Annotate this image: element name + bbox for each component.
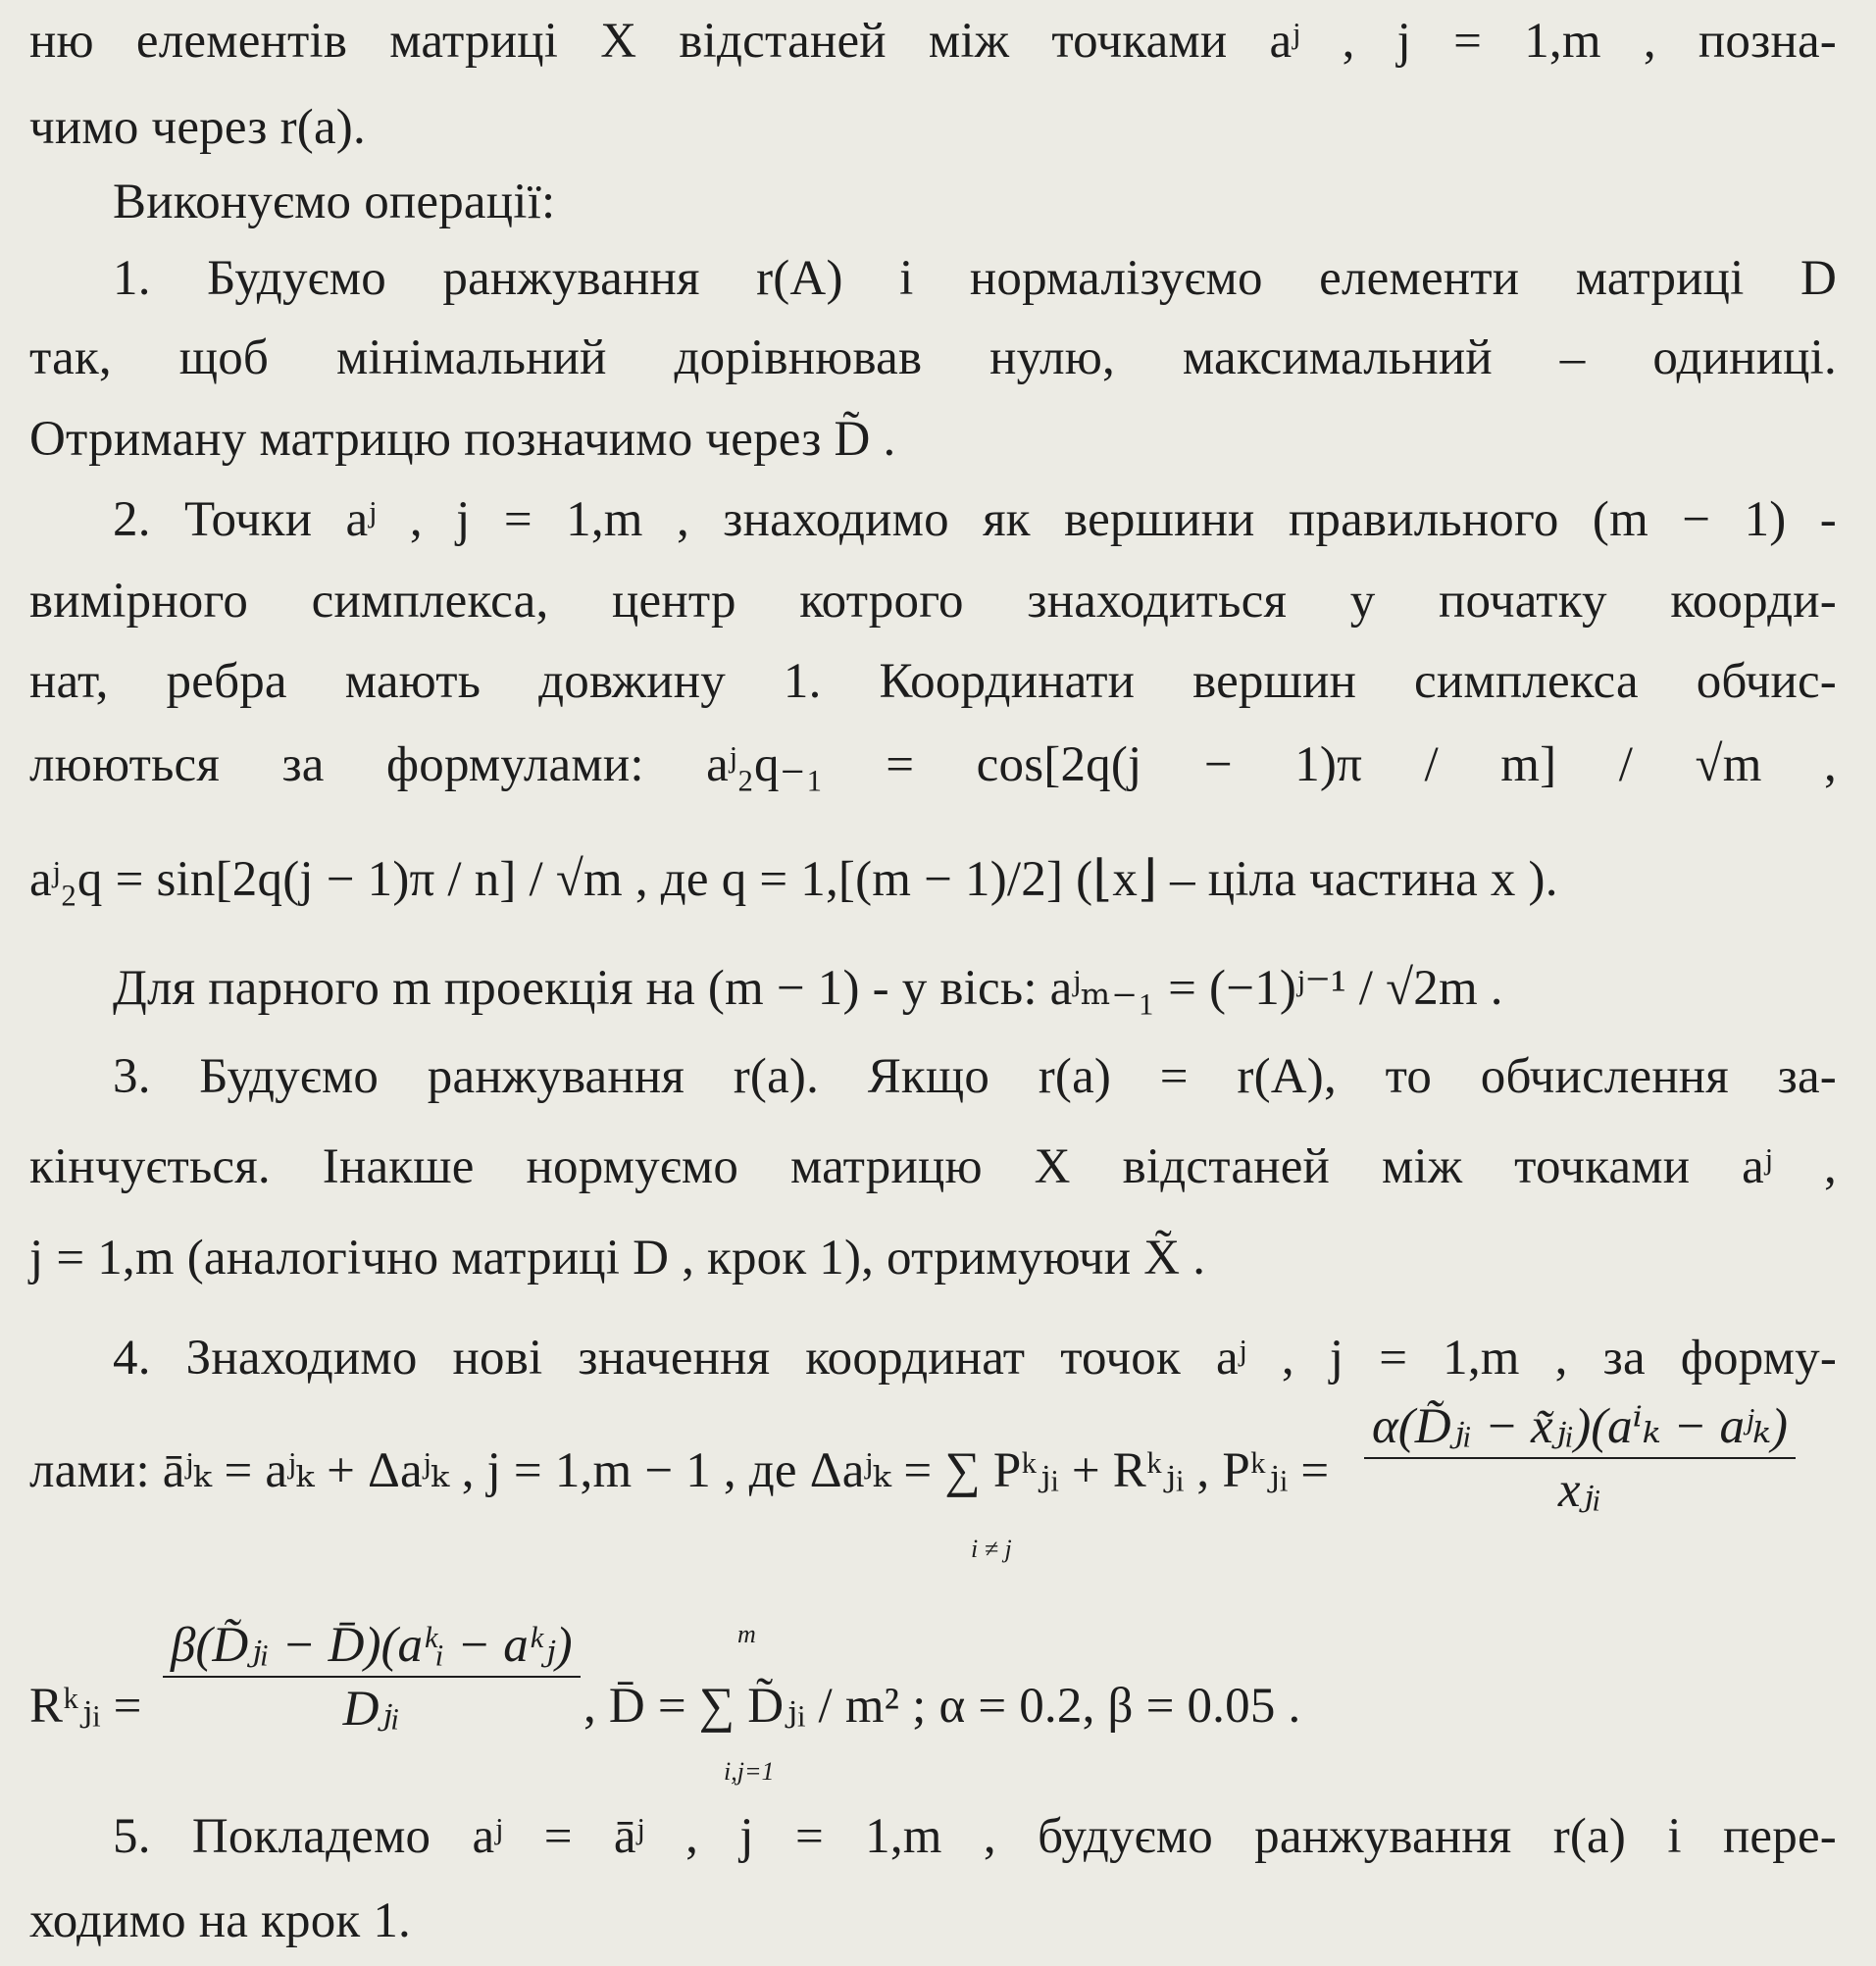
- text-line-15: j = 1,m (аналогічно матриці D , крок 1), отримуючи X̃ .: [29, 1231, 1206, 1285]
- text-line-1: ню елементів матриці X відстаней між точками aʲ , j = 1,m , позна-: [29, 14, 1837, 69]
- text-line-7: 2. Точки aʲ , j = 1,m , знаходимо як вершини правильного (m − 1) -: [113, 492, 1837, 547]
- formula-r-rhs: , D̄ = ∑ D̃ⱼᵢ / m² ; α = 0.2, β = 0.05 .: [583, 1679, 1301, 1734]
- sum-superscript: m: [737, 1620, 756, 1648]
- text-line-17: 5. Покладемо aʲ = āʲ , j = 1,m , будуємо ранжування r(a) і пере-: [113, 1809, 1837, 1864]
- formula-line-1: лами: āʲₖ = aʲₖ + Δaʲₖ , j = 1,m − 1 , де Δaʲₖ = ∑ Pᵏⱼᵢ + Rᵏⱼᵢ , Pᵏⱼᵢ =: [29, 1443, 1330, 1498]
- fraction-p: [1364, 1397, 1796, 1519]
- text-line-18: ходимо на крок 1.: [29, 1893, 411, 1948]
- text-line-13: 3. Будуємо ранжування r(a). Якщо r(a) = r(A), то обчислення за-: [113, 1049, 1837, 1104]
- text-line-9: нат, ребра мають довжину 1. Координати вершин симплекса обчис-: [29, 654, 1837, 709]
- fraction-r-numerator: β(D̃ⱼᵢ − D̄)(aᵏᵢ − aᵏⱼ): [163, 1616, 581, 1678]
- text-line-10: люються за формулами: aʲ₂q₋₁ = cos[2q(j − 1)π / m] / √m ,: [29, 737, 1837, 792]
- text-line-2: чимо через r(a).: [29, 100, 366, 155]
- sum-subscript: i ≠ j: [971, 1535, 1012, 1563]
- text-line-3: Виконуємо операції:: [113, 175, 556, 229]
- text-line-5: так, щоб мінімальний дорівнював нулю, максимальний – одиниці.: [29, 330, 1837, 385]
- text-line-4: 1. Будуємо ранжування r(A) і нормалізуємо елементи матриці D: [113, 251, 1837, 306]
- formula-r-lhs: Rᵏⱼᵢ =: [29, 1679, 142, 1734]
- sum-subscript-2: i,j=1: [724, 1757, 775, 1786]
- text-line-16: 4. Знаходимо нові значення координат точок aʲ , j = 1,m , за форму-: [113, 1331, 1837, 1386]
- fraction-p-denominator: xⱼᵢ: [1557, 1463, 1602, 1518]
- fraction-r: [163, 1616, 581, 1738]
- fraction-r-denominator: Dⱼᵢ: [342, 1682, 400, 1737]
- text-line-8: вимірного симплекса, центр котрого знаходиться у початку коорди-: [29, 574, 1837, 629]
- text-line-6: Отриману матрицю позначимо через D̃ .: [29, 412, 896, 467]
- text-line-14: кінчується. Інакше нормуємо матрицю X відстаней між точками aʲ ,: [29, 1139, 1837, 1194]
- text-line-12: Для парного m проекція на (m − 1) - у вісь: aʲₘ₋₁ = (−1)ʲ⁻¹ / √2m .: [113, 961, 1503, 1016]
- text-line-11: aʲ₂q = sin[2q(j − 1)π / n] / √m , де q = 1,[(m − 1)/2] (⌊x⌋ – ціла частина x ).: [29, 852, 1558, 907]
- fraction-p-numerator: α(D̃ⱼᵢ − x̃ⱼᵢ)(aⁱₖ − aʲₖ): [1364, 1397, 1796, 1459]
